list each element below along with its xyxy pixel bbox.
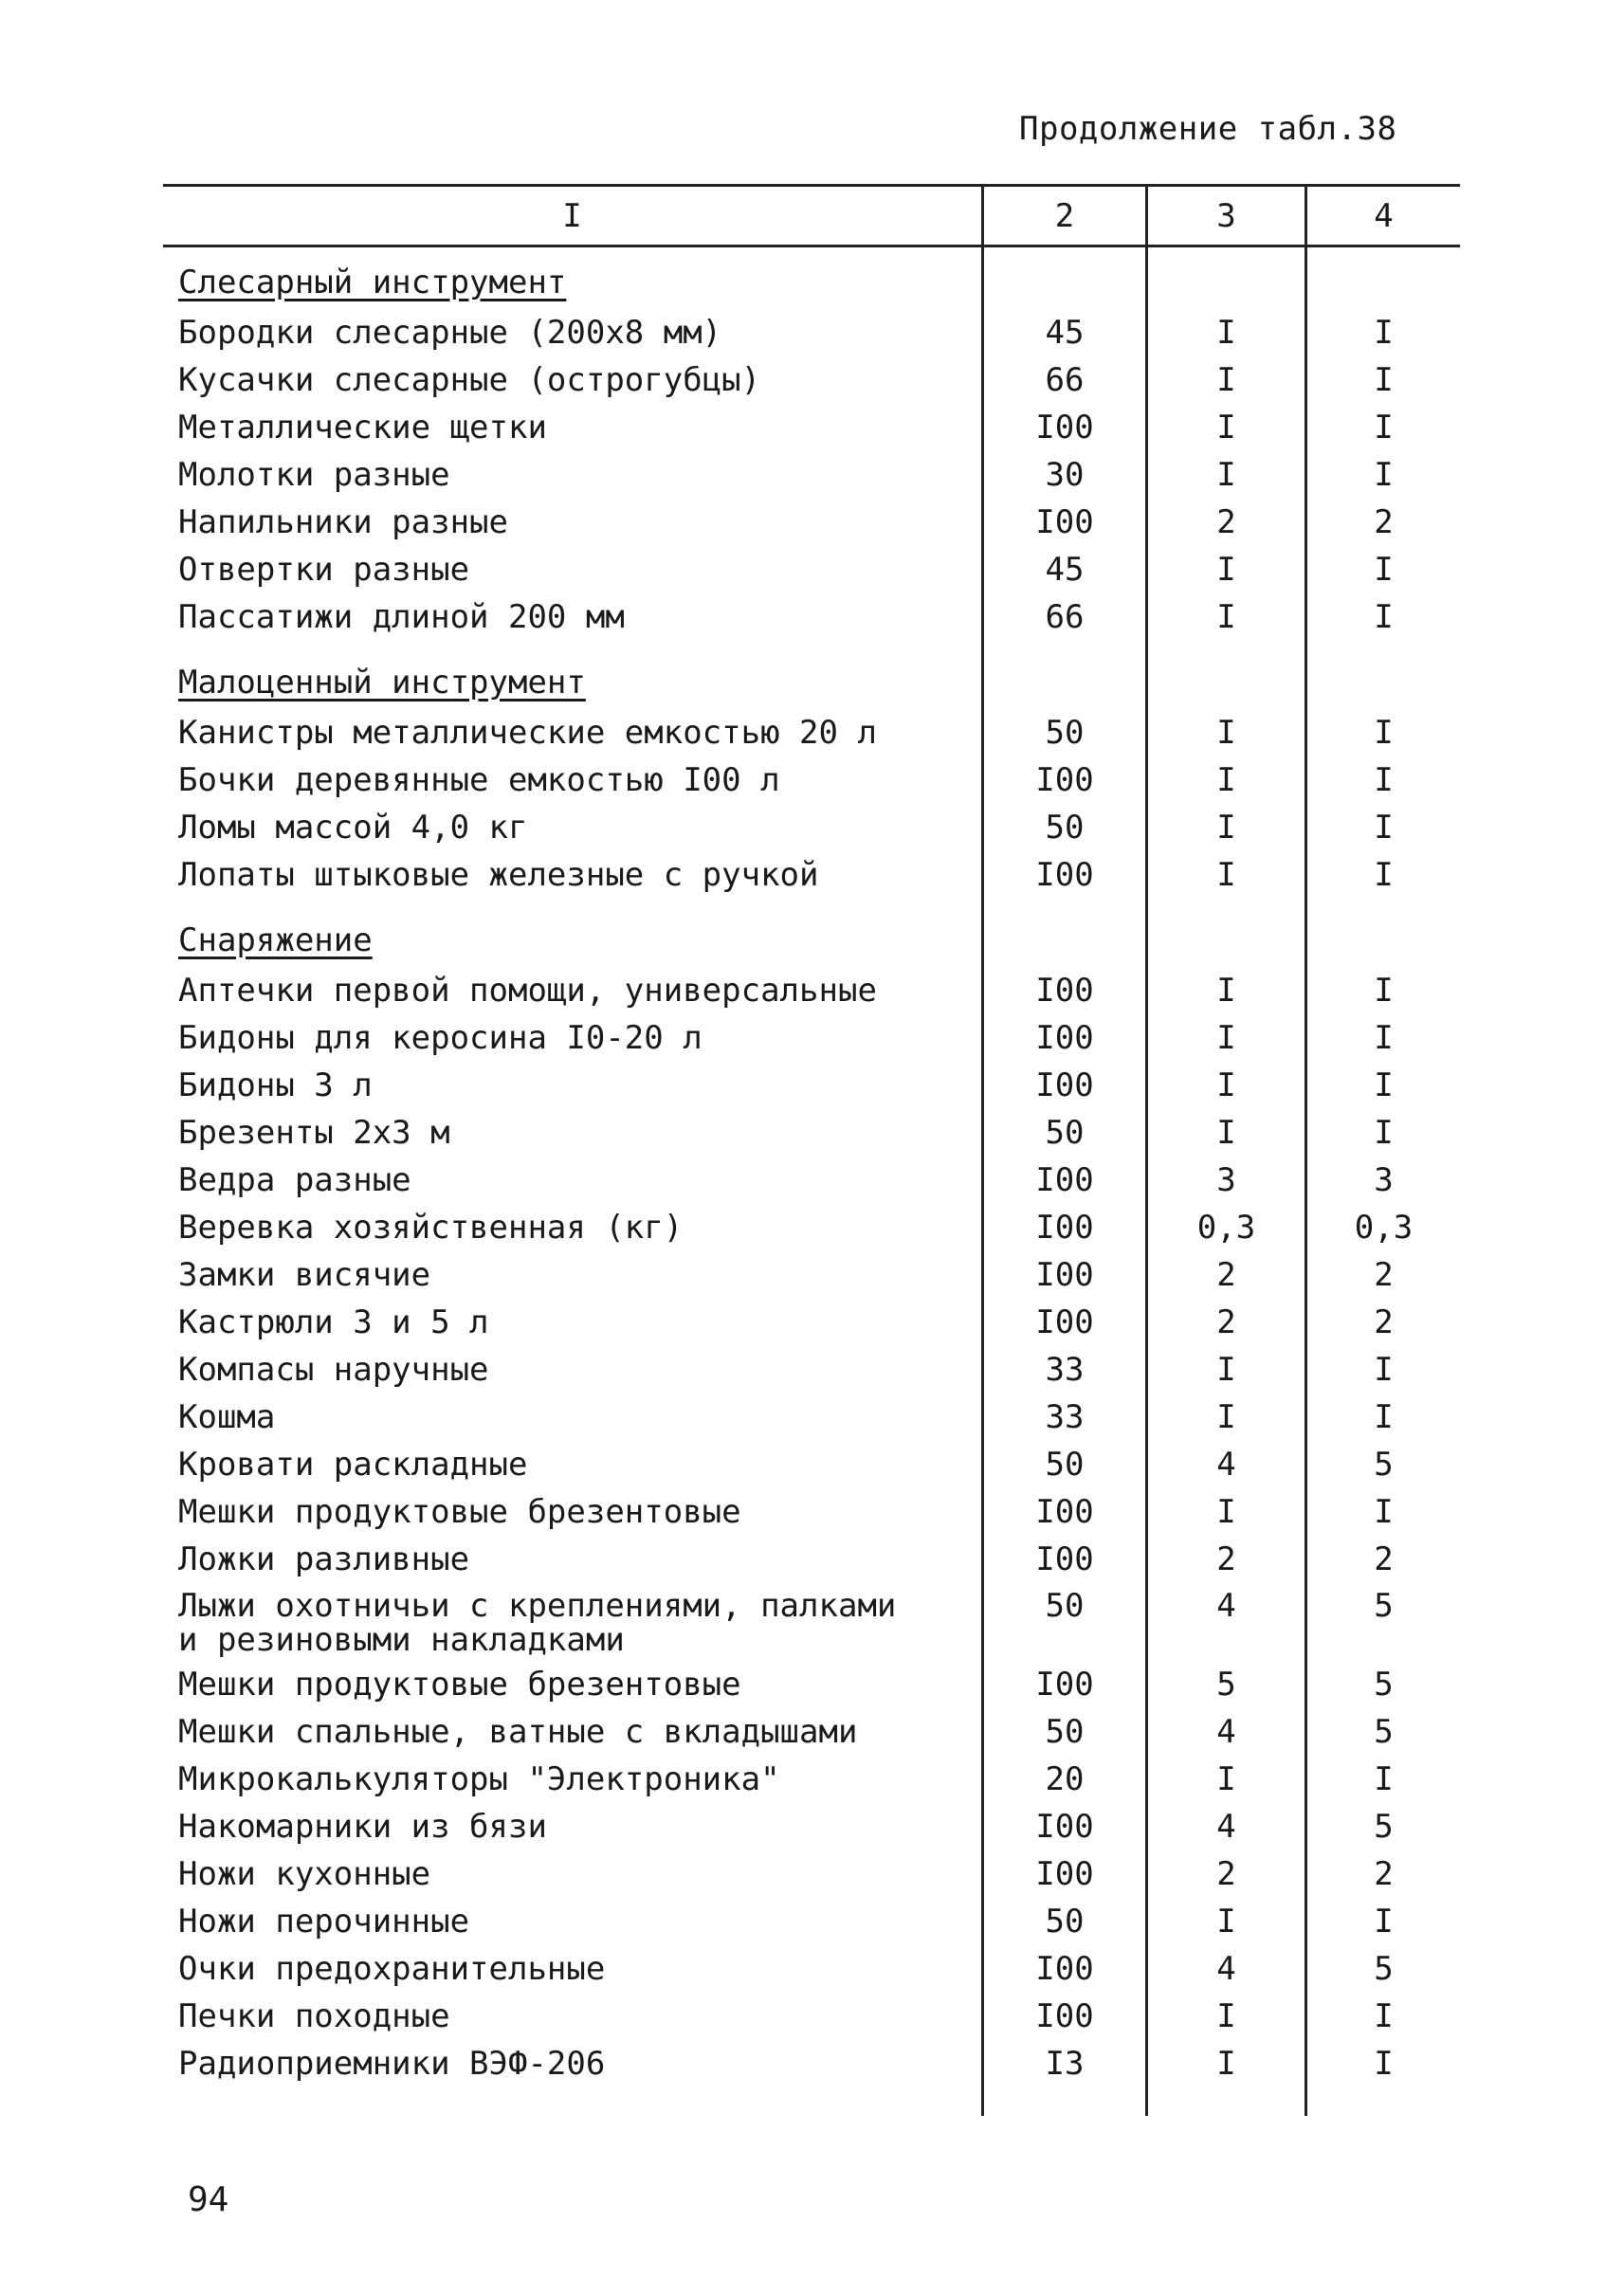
value-cell-2: 45	[1045, 551, 1085, 589]
table-row	[0, 356, 1624, 404]
table-row	[0, 1708, 1624, 1756]
table-row	[0, 546, 1624, 593]
item-name: Мешки спальные, ватные с вкладышами	[178, 1713, 858, 1751]
value-cell-3: I	[1216, 714, 1236, 752]
value-cell-4: 5	[1374, 1713, 1394, 1751]
value-cell-4: 5	[1374, 1950, 1394, 1988]
table-row	[0, 1488, 1624, 1536]
value-cell-3: I	[1216, 1903, 1236, 1941]
value-cell-4: 5	[1374, 1808, 1394, 1846]
value-cell-4: I	[1374, 1351, 1394, 1389]
item-name: Ножи перочинные	[178, 1903, 470, 1941]
value-cell-2: 20	[1045, 1760, 1085, 1798]
table-row	[0, 1993, 1624, 2040]
table-row	[0, 309, 1624, 356]
item-name: Лыжи охотничьи с креплениями, палками	[178, 1587, 897, 1625]
item-name: Аптечки первой помощи, универсальные	[178, 972, 877, 1010]
item-name-cell	[178, 1756, 780, 1803]
table-row	[0, 451, 1624, 499]
value-cell-2: I00	[1035, 1161, 1094, 1199]
value-cell-3: I	[1216, 409, 1236, 446]
value-cell-3: I	[1216, 856, 1236, 894]
table-row	[0, 1251, 1624, 1299]
item-name-cell	[178, 1109, 450, 1157]
value-cell-3: I	[1216, 972, 1236, 1010]
table-row	[0, 404, 1624, 451]
value-cell-2: 50	[1045, 1446, 1085, 1484]
value-cell-4: 5	[1374, 1587, 1394, 1625]
table-header-rule	[163, 245, 1460, 247]
item-name: Отвертки разные	[178, 551, 470, 589]
item-name: Компасы наручные	[178, 1351, 489, 1389]
value-cell-3: I	[1216, 1114, 1236, 1152]
item-name-cell	[178, 593, 625, 641]
value-cell-2: I00	[1035, 1666, 1094, 1704]
value-cell-4: 2	[1374, 1855, 1394, 1893]
value-cell-2: 50	[1045, 714, 1085, 752]
value-cell-2: 50	[1045, 1587, 1085, 1625]
item-name-cell	[178, 546, 469, 593]
item-name-cell	[178, 451, 450, 499]
item-name-cell	[178, 1708, 857, 1756]
value-cell-4: I	[1374, 1114, 1394, 1152]
item-name-cell	[178, 356, 760, 404]
value-cell-2: 50	[1045, 1713, 1085, 1751]
table-row	[0, 1204, 1624, 1251]
value-cell-2: I00	[1035, 503, 1094, 541]
table-row	[0, 804, 1624, 851]
item-name: Мешки продуктовые брезентовые	[178, 1493, 741, 1531]
item-name: Напильники разные	[178, 503, 508, 541]
value-cell-3: I	[1216, 761, 1236, 799]
value-cell-3: I	[1216, 1997, 1236, 2035]
value-cell-3: 2	[1216, 503, 1236, 541]
item-name-cell	[178, 1062, 373, 1109]
value-cell-4: I	[1374, 551, 1394, 589]
item-name-cell	[178, 309, 721, 356]
value-cell-2: I00	[1035, 1997, 1094, 2035]
item-name: Лопаты штыковые железные с ручкой	[178, 856, 819, 894]
value-cell-3: I	[1216, 1351, 1236, 1389]
item-name-cell	[178, 404, 547, 451]
value-cell-3: I	[1216, 2045, 1236, 2083]
section-heading: Малоценный инструмент	[178, 664, 586, 702]
item-name-cell	[178, 1299, 489, 1346]
table-row	[0, 593, 1624, 641]
item-name-cell	[178, 709, 877, 756]
value-cell-3: 4	[1216, 1713, 1236, 1751]
table-body	[0, 256, 1624, 2087]
value-cell-3: 4	[1216, 1446, 1236, 1484]
value-cell-3: 2	[1216, 1256, 1236, 1294]
item-name-cell	[178, 1204, 683, 1251]
value-cell-2: I00	[1035, 972, 1094, 1010]
item-name-cell	[178, 1441, 527, 1488]
item-name: Кровати раскладные	[178, 1446, 528, 1484]
value-cell-3: I	[1216, 551, 1236, 589]
value-cell-3: 2	[1216, 1855, 1236, 1893]
value-cell-4: I	[1374, 1760, 1394, 1798]
value-cell-2: 33	[1045, 1351, 1085, 1389]
table-row	[0, 1109, 1624, 1157]
value-cell-4: I	[1374, 972, 1394, 1010]
value-cell-3: I	[1216, 1019, 1236, 1057]
column-header-3: 3	[1216, 197, 1236, 235]
table-row	[0, 1062, 1624, 1109]
value-cell-4: 5	[1374, 1666, 1394, 1704]
value-cell-2: I00	[1035, 1808, 1094, 1846]
value-cell-4: I	[1374, 2045, 1394, 2083]
value-cell-2: 66	[1045, 361, 1085, 399]
table-row	[0, 2040, 1624, 2087]
item-name-cell	[178, 804, 527, 851]
item-name: Ножи кухонные	[178, 1855, 431, 1893]
item-name: Печки походные	[178, 1997, 450, 2035]
value-cell-3: I	[1216, 1760, 1236, 1798]
item-name-cell	[178, 499, 508, 546]
item-name-cell	[178, 1536, 469, 1583]
page-number: 94	[188, 2180, 229, 2219]
item-name: Веревка хозяйственная (кг)	[178, 1209, 684, 1247]
table-row	[0, 1394, 1624, 1441]
item-name: Радиоприемники ВЭФ-206	[178, 2045, 606, 2083]
value-cell-4: 3	[1374, 1161, 1394, 1199]
item-name-cell	[178, 1803, 547, 1850]
value-cell-2: 50	[1045, 1114, 1085, 1152]
item-name-cell	[178, 1394, 275, 1441]
value-cell-2: I00	[1035, 1209, 1094, 1247]
item-name: Ложки разливные	[178, 1540, 470, 1578]
value-cell-4: 0,3	[1354, 1209, 1414, 1247]
item-name-cell	[178, 1661, 741, 1708]
value-cell-2: I00	[1035, 1855, 1094, 1893]
column-header-1: I	[562, 197, 582, 235]
table-row	[0, 1441, 1624, 1488]
value-cell-2: 45	[1045, 314, 1085, 352]
table-row	[0, 1803, 1624, 1850]
value-cell-4: I	[1374, 409, 1394, 446]
table-row	[0, 967, 1624, 1014]
item-name-cell	[178, 1850, 430, 1898]
item-name: Пассатижи длиной 200 мм	[178, 598, 625, 636]
value-cell-3: I	[1216, 1493, 1236, 1531]
value-cell-4: I	[1374, 856, 1394, 894]
value-cell-4: I	[1374, 1997, 1394, 2035]
value-cell-4: I	[1374, 456, 1394, 494]
table-top-rule	[163, 184, 1460, 187]
item-name-cell	[178, 1488, 741, 1536]
item-name: Очки предохранительные	[178, 1950, 606, 1988]
value-cell-2: I00	[1035, 1950, 1094, 1988]
item-name-cell	[178, 1346, 489, 1394]
table-row	[0, 851, 1624, 899]
value-cell-3: I	[1216, 598, 1236, 636]
value-cell-3: 4	[1216, 1950, 1236, 1988]
value-cell-3: I	[1216, 456, 1236, 494]
table-row	[0, 1014, 1624, 1062]
section-heading-row	[0, 656, 1624, 709]
value-cell-3: I	[1216, 1398, 1236, 1436]
value-cell-4: I	[1374, 809, 1394, 847]
value-cell-2: 50	[1045, 1903, 1085, 1941]
value-cell-2: I00	[1035, 1493, 1094, 1531]
item-name-cell	[178, 851, 819, 899]
item-name-cell	[178, 1898, 469, 1945]
table-row	[0, 1299, 1624, 1346]
item-name: Бидоны 3 л	[178, 1066, 373, 1104]
value-cell-4: 2	[1374, 1540, 1394, 1578]
value-cell-4: I	[1374, 361, 1394, 399]
item-name-cell	[178, 967, 877, 1014]
table-continuation-caption: Продолжение табл.38	[1019, 110, 1397, 148]
item-name-cell	[178, 1157, 411, 1204]
item-name: Ведра разные	[178, 1161, 411, 1199]
value-cell-3: I	[1216, 314, 1236, 352]
item-name: Накомарники из бязи	[178, 1808, 547, 1846]
item-name: Кошма	[178, 1398, 276, 1436]
item-name-cell	[178, 1945, 605, 1993]
value-cell-3: I	[1216, 361, 1236, 399]
item-name: Микрокалькуляторы "Электроника"	[178, 1760, 780, 1798]
item-name: Бородки слесарные (200х8 мм)	[178, 314, 722, 352]
item-name: Кусачки слесарные (острогубцы)	[178, 361, 761, 399]
item-name: Кастрюли 3 и 5 л	[178, 1303, 489, 1341]
value-cell-4: I	[1374, 314, 1394, 352]
value-cell-4: I	[1374, 1493, 1394, 1531]
table-row	[0, 499, 1624, 546]
table-row	[0, 1945, 1624, 1993]
table-row	[0, 1850, 1624, 1898]
value-cell-4: I	[1374, 714, 1394, 752]
value-cell-2: I00	[1035, 1066, 1094, 1104]
value-cell-4: I	[1374, 598, 1394, 636]
item-name: Ломы массой 4,0 кг	[178, 809, 528, 847]
table-row	[0, 1898, 1624, 1945]
item-name-cell	[178, 1993, 450, 2040]
value-cell-3: 5	[1216, 1666, 1236, 1704]
item-name: Брезенты 2х3 м	[178, 1114, 450, 1152]
section-heading: Снаряжение	[178, 921, 373, 959]
item-name: Канистры металлические емкостью 20 л	[178, 714, 877, 752]
section-heading-row	[0, 256, 1624, 309]
value-cell-2: I00	[1035, 1540, 1094, 1578]
value-cell-2: 30	[1045, 456, 1085, 494]
value-cell-2: 66	[1045, 598, 1085, 636]
item-name-cell	[178, 756, 780, 804]
value-cell-2: I3	[1045, 2045, 1085, 2083]
item-name: Металлические щетки	[178, 409, 547, 446]
item-name-continuation: и резиновыми накладками	[178, 1621, 625, 1659]
item-name: Молотки разные	[178, 456, 450, 494]
column-header-4: 4	[1374, 197, 1394, 235]
value-cell-4: I	[1374, 1066, 1394, 1104]
value-cell-2: I00	[1035, 1019, 1094, 1057]
value-cell-3: 0,3	[1196, 1209, 1256, 1247]
value-cell-4: I	[1374, 1903, 1394, 1941]
item-name-cell	[178, 1251, 430, 1299]
value-cell-2: I00	[1035, 409, 1094, 446]
value-cell-3: I	[1216, 1066, 1236, 1104]
item-name: Бидоны для керосина I0-20 л	[178, 1019, 703, 1057]
table-row	[0, 1536, 1624, 1583]
value-cell-3: 4	[1216, 1808, 1236, 1846]
section-heading-row	[0, 914, 1624, 967]
value-cell-3: I	[1216, 809, 1236, 847]
value-cell-4: 2	[1374, 1303, 1394, 1341]
value-cell-4: I	[1374, 1019, 1394, 1057]
item-name: Бочки деревянные емкостью I00 л	[178, 761, 780, 799]
table-row	[0, 1661, 1624, 1708]
value-cell-2: 33	[1045, 1398, 1085, 1436]
item-name-cell	[178, 1589, 896, 1657]
value-cell-4: 2	[1374, 1256, 1394, 1294]
item-name: Замки висячие	[178, 1256, 431, 1294]
section-heading: Слесарный инструмент	[178, 264, 567, 301]
value-cell-4: 5	[1374, 1446, 1394, 1484]
table-row	[0, 1346, 1624, 1394]
value-cell-2: I00	[1035, 1303, 1094, 1341]
value-cell-4: I	[1374, 1398, 1394, 1436]
value-cell-4: 2	[1374, 503, 1394, 541]
value-cell-3: 3	[1216, 1161, 1236, 1199]
value-cell-4: I	[1374, 761, 1394, 799]
value-cell-2: I00	[1035, 856, 1094, 894]
table-row	[0, 1157, 1624, 1204]
value-cell-2: 50	[1045, 809, 1085, 847]
table-row	[0, 756, 1624, 804]
item-name-cell	[178, 1014, 703, 1062]
column-header-2: 2	[1054, 197, 1075, 235]
item-name: Мешки продуктовые брезентовые	[178, 1666, 741, 1704]
item-name-cell	[178, 2040, 605, 2087]
value-cell-2: I00	[1035, 761, 1094, 799]
value-cell-3: 2	[1216, 1303, 1236, 1341]
table-row	[0, 709, 1624, 756]
value-cell-3: 2	[1216, 1540, 1236, 1578]
table-row	[0, 1583, 1624, 1661]
table-row	[0, 1756, 1624, 1803]
value-cell-3: 4	[1216, 1587, 1236, 1625]
value-cell-2: I00	[1035, 1256, 1094, 1294]
